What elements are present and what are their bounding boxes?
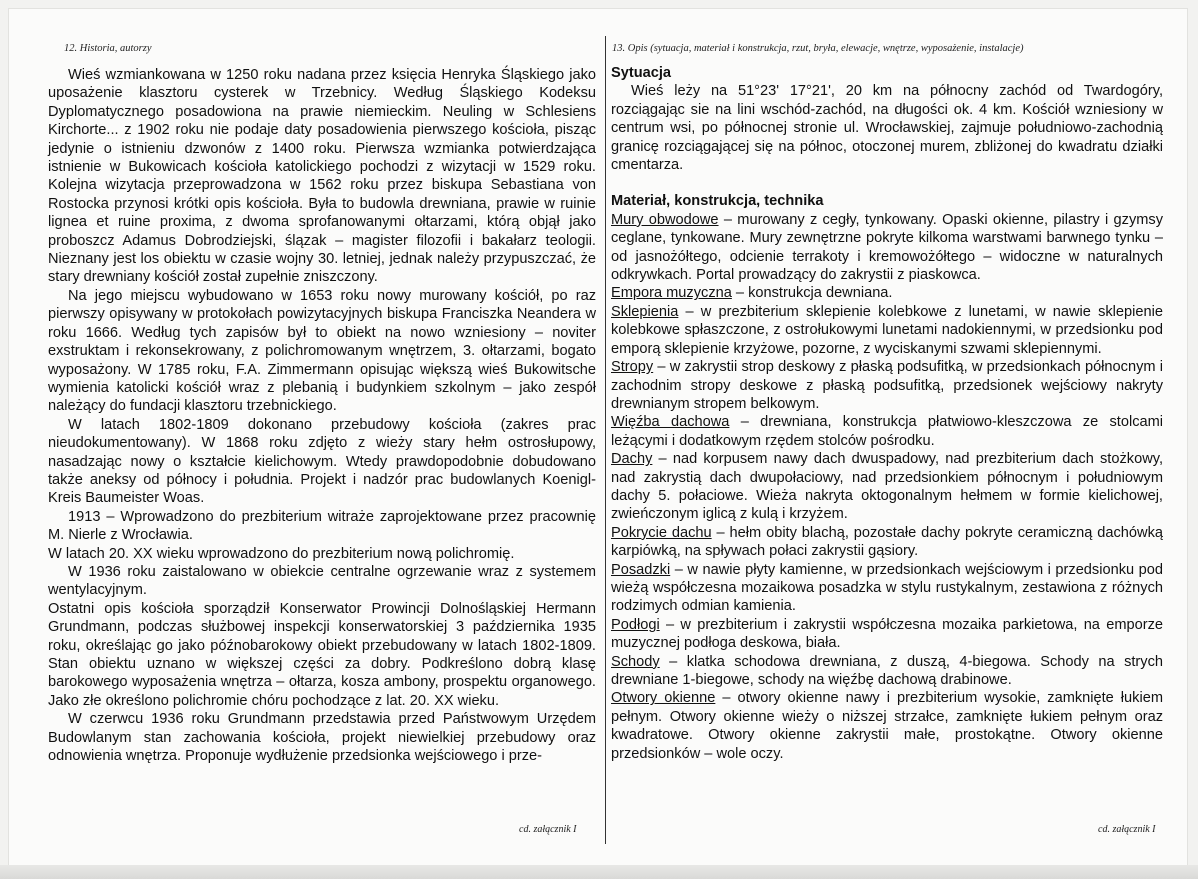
material-item-term: Dachy <box>611 451 653 468</box>
material-item <box>611 211 1163 285</box>
right-footer-note: cd. załącznik I <box>1098 824 1156 835</box>
material-item-term: Podłogi <box>611 616 660 633</box>
material-item-text: – nad korpusem nawy dach dwuspadowy, nad prezbiterium dach stożkowy, nad zakrystią dach dwupołaciowy, nad przedsionkiem północnym i południowym dachy 5. połaciowe. Wieża nakryta oktogonalnym hełmem w formie kielichowej, zwieńczonym iglicą z kulą i krzyżem. <box>611 451 1163 523</box>
material-item-term: Empora muzyczna <box>611 285 732 302</box>
description-column <box>611 44 1163 763</box>
scan-edge <box>0 865 1198 879</box>
material-item <box>611 358 1163 413</box>
material-item-term: Pokrycie dachu <box>611 524 712 541</box>
material-item-term: Więźba dachowa <box>611 414 730 431</box>
history-paragraph: W latach 20. XX wieku wprowadzono do prezbiterium nową polichromię. <box>48 545 515 562</box>
material-item-text: – w nawie płyty kamienne, w przedsionkach wejściowym i przedsionku pod wieżą współczesna mozaikowa posadzka w stylu rustykalnym, zestawiona z różnych rodzimych odmian kamienia. <box>611 561 1163 615</box>
material-item-term: Sklepienia <box>611 303 679 320</box>
column-divider <box>605 36 606 844</box>
material-item-text: – klatka schodowa drewniana, z duszą, 4-biegowa. Schody na strych drewniane 1-biegowe, schody na więźbę dachową drabinowe. <box>611 653 1163 688</box>
material-item <box>611 450 1163 524</box>
material-item <box>611 616 1163 653</box>
history-paragraph: W czerwcu 1936 roku Grundmann przedstawia przed Państwowym Urzędem Budowlanym stan zachowania kościoła, projekt niewielkiej przebudowy oraz odnowienia wnętrza. Proponuje wydłużenie przedsionka wejściowego i prze- <box>48 711 596 765</box>
material-item <box>611 413 1163 450</box>
material-item-text: – murowany z cegły, tynkowany. Opaski okienne, pilastry i gzymsy ceglane, tynkowane. Mury zewnętrzne pokryte kilkoma warstwami barwnego tynku – od jasnożółtego, odcienie terrakoty i kremowożółtego – widoczne w naturalnych odkrywkach. Portal prowadzący do zakrystii z piaskowca. <box>611 211 1163 284</box>
section-12-header: 12. Historia, autorzy <box>64 43 152 54</box>
material-item <box>611 284 1163 302</box>
material-item <box>611 303 1163 358</box>
material-item <box>611 653 1163 690</box>
history-paragraph: 1913 – Wprowadzono do prezbiterium witraże zaprojektowane przez pracownię M. Nierle z Wrocławia. <box>48 508 596 544</box>
history-column <box>48 44 596 765</box>
situation-heading: Sytuacja <box>611 65 672 81</box>
history-paragraph: Ostatni opis kościoła sporządził Konserwator Prowincji Dolnośląskiej Hermann Grundmann, podczas służbowej inspekcji konserwatorskiej 3 października 1935 roku, określając go jako późnobarokowy obiekt przebudowany w latach 1802-1809. Stan obiektu uznano w większej części za dobry. Podkreślono dobrą klasę barokowego wyposażenia wnętrza – ołtarza, kosza ambony, prospektu organowego. Jako złe określono polichromie chóru pochodzące z lat. 20. XX wieku. <box>48 600 596 709</box>
material-item-text: – konstrukcja dewniana. <box>731 285 893 302</box>
material-heading: Materiał, konstrukcja, technika <box>611 193 824 210</box>
situation-text: Wieś leży na 51°23' 17°21', 20 km na północny zachód od Twardogóry, rozciągając sie na lini wschód-zachód, na długości ok. 4 km. Kościół wzniesiony w centrum wsi, po północnej stronie ul. Wrocławskiej, zajmuje południowo-zachodnią granicę rozciągającej się na północ, otoczonej murem, zbliżonej do kwadratu działki cmentarza. <box>611 83 1163 174</box>
material-item-text: – w zakrystii strop deskowy z płaską podsufitką, w przedsionkach północnym i zachodnim stropy deskowe z płaską podsufitką, przedsionek wejściowy nakryty drewnianym stropem belkowym. <box>611 359 1163 412</box>
section-13-header: 13. Opis (sytuacja, materiał i konstrukcja, rzut, bryła, elewacje, wnętrze, wyposażenie, instalacje) <box>612 43 1024 54</box>
history-paragraph: W latach 1802-1809 dokonano przebudowy kościoła (zakres prac nieudokumentowany). W 1868 roku zdjęto z wieży stary hełm ostrosłupowy, nasadzając nowy o kształcie kielichowym. Wtedy prawdopodobnie dobudowano także aneksy od północy i południa. Projekt i nadzór prac budowlanych Koenigl-Kreis Baumeister Woas. <box>48 416 596 507</box>
material-items <box>611 211 1163 763</box>
material-item-term: Posadzki <box>611 561 671 578</box>
material-item <box>611 689 1163 763</box>
left-footer-note: cd. załącznik I <box>519 824 577 835</box>
material-item-term: Stropy <box>611 359 654 376</box>
history-paragraph: Wieś wzmiankowana w 1250 roku nadana przez księcia Henryka Śląskiego jako uposażenie klasztoru cysterek w Trzebnicy. Według Śląskiego Kodeksu Dyplomatycznego posadowiona na prawie niemieckim. Neuling w Schlesiens Kirchorte... z 1902 roku nie podaje daty posadowienia pierwszego kościoła, pisząc jedynie o istnieniu dzwonów z 1400 roku. Pierwsza wzmianka potwierdzająca istnienie w Bukowicach kościoła katolickiego pochodzi z wizytacji w 1529 roku. Kolejna wizytacja przeprowadzona w 1562 roku przez biskupa Sebastiana von Rostocka przynosi krótki opis kościoła. Była to budowla drewniana, prawie w ruinie lignea et ruine proxima, z dwoma sprofanowanymi ołtarzami, którą objął jako proboszcz Adamus Dobrodziejski, ślązak – magister filozofii i bakałarz teologii. Nieznany jest los obiektu w czasie wojny 30. letniej, jednak należy przypuszczać, że stary drewniany kościół został zupełnie zniszczony. <box>48 67 596 286</box>
material-item-text: – hełm obity blachą, pozostałe dachy pokryte ceramiczną dachówką karpiówką, na spływach połaci zakrystii gąsiory. <box>611 524 1163 560</box>
history-paragraphs <box>48 66 596 765</box>
material-item <box>611 524 1163 561</box>
material-item-term: Schody <box>611 653 660 670</box>
material-item-text: – w prezbiterium sklepienie kolebkowe z lunetami, w nawie sklepienie kolebkowe spłaszczone, z ostrołukowymi lunetami nadokiennymi, w przedsionku pod emporą sklepienie krzyżowe, pozorne, z wyciskanymi szwami sklepiennymi. <box>611 303 1163 357</box>
material-item-text: – w prezbiterium i zakrystii współczesna mozaika parkietowa, na emporze muzycznej podłoga deskowa, biała. <box>611 616 1163 652</box>
material-item-text: – otwory okienne nawy i prezbiterium wysokie, zamknięte łukiem pełnym. Otwory okienne wieży o niższej strzałce, zamknięte łukiem pełnym oraz kwadratowe. Otwory okienne zakrystii małe, prostokątne. Otwory okienne przedsionków – wole oczy. <box>611 690 1163 762</box>
history-paragraph: W 1936 roku zaistalowano w obiekcie centralne ogrzewanie wraz z systemem wentylacyjnym. <box>48 563 596 599</box>
material-item-text: – drewniana, konstrukcja płatwiowo-kleszczowa ze stolcami leżącymi i dodatkowym rzędem stolców pośrodku. <box>611 414 1164 449</box>
material-item <box>611 561 1163 616</box>
material-item-term: Mury obwodowe <box>611 211 719 228</box>
material-item-term: Otwory okienne <box>611 690 716 707</box>
history-paragraph: Na jego miejscu wybudowano w 1653 roku nowy murowany kościół, po raz pierwszy opisywany w protokołach powizytacyjnych biskupa Franciszka Neandera w roku 1666. Według tych zapisów był to obiekt na nowo wzniesiony – noviter exstruktam i rekonsekrowany, z polichromowanym wnętrzem, 3. ołtarzami, bogato wyposażony. W 1785 roku, F.A. Zimmermann opisując większą wieś Bukowitsche wymienia katolicki kościół wraz z plebanią i budynkiem szkolnym – jako zespół należący do fundacji klasztoru trzebnickiego. <box>48 287 596 415</box>
